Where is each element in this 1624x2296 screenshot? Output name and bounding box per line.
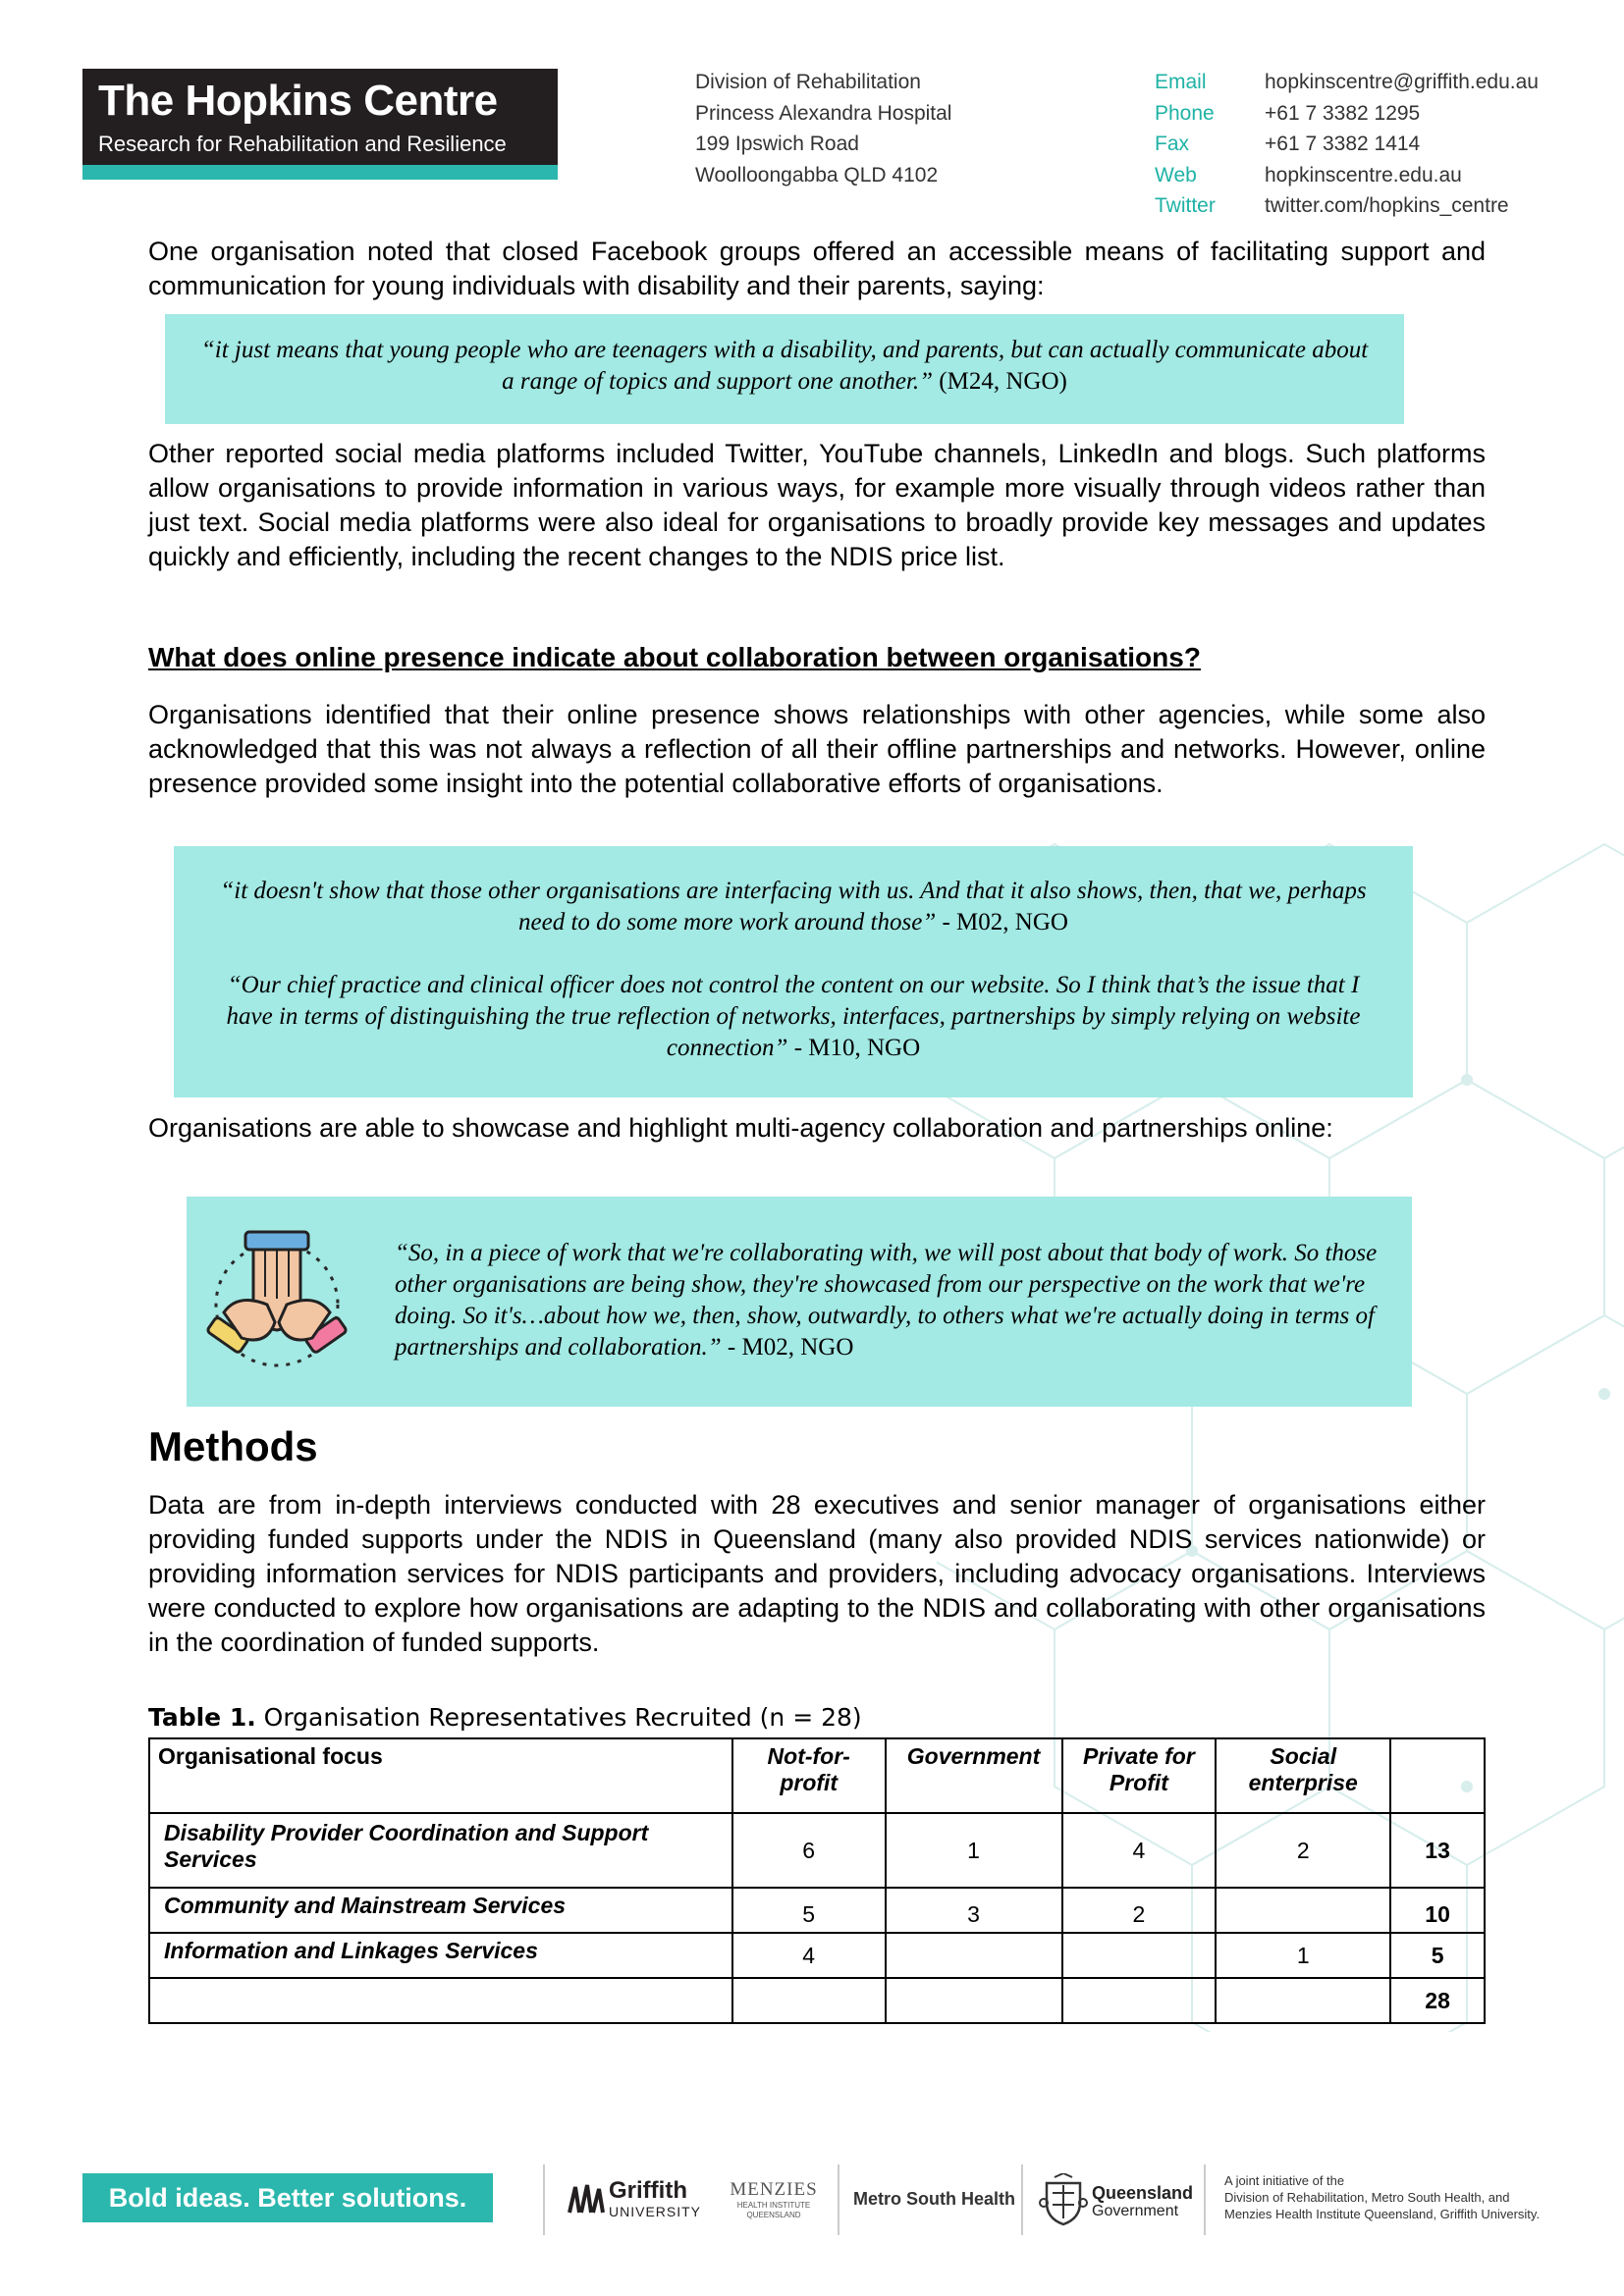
cell-government: 3 <box>886 1888 1062 1933</box>
contact-label-web: Web <box>1155 163 1197 187</box>
quote-box-2 <box>174 846 1413 1097</box>
quote-box-1 <box>165 314 1404 424</box>
footer-divider <box>838 2164 839 2235</box>
cell-not-for-profit: 4 <box>732 1933 886 1978</box>
menzies-subtext-2: QUEENSLAND <box>746 2211 801 2219</box>
quote-2b <box>174 938 1413 1064</box>
contact-label-phone: Phone <box>1155 101 1215 125</box>
queensland-wordmark: Queensland <box>1092 2183 1194 2203</box>
metro-south-logo: Metro South Health <box>853 2189 1015 2209</box>
contact-phone: +61 7 3382 1295 <box>1265 101 1421 125</box>
address-line: Princess Alexandra Hospital <box>695 101 952 125</box>
joint-line: Division of Rehabilitation, Metro South Health, and <box>1224 2190 1510 2205</box>
menzies-logo <box>727 2179 821 2220</box>
address-block <box>695 67 951 190</box>
row-label: Community and Mainstream Services <box>149 1888 732 1933</box>
table-caption <box>148 1703 862 1732</box>
footer-divider <box>1021 2164 1023 2235</box>
government-wordmark: Government <box>1092 2203 1179 2219</box>
paragraph-methods: Data are from in-depth interviews conducted with 28 executives and senior manager of organisations either providing funded supports under the NDIS in Queensland (many also provided NDIS services nationwide) or providing information services for NDIS participants and providers, including advocacy organisations. Interviews were conducted to explore how organisations are adapting to the NDIS and collaborating with other organisations in the coordination of funded supports. <box>148 1490 1486 1657</box>
logo-title: The Hopkins Centre <box>98 77 498 125</box>
cell-not-for-profit: 6 <box>732 1813 886 1888</box>
logo-stripe <box>82 165 558 180</box>
contact-fax: +61 7 3382 1414 <box>1265 133 1421 155</box>
quote-2a-text: “it doesn't show that those other organisations are interfacing with us. And that it also shows, then, that we, perhaps need to do some more work around those” <box>220 878 1367 935</box>
quote-1-text: “it just means that young people who are teenagers with a disability, and parents, but can actually communicate about a range of topics and support one another.” <box>200 337 1369 395</box>
griffith-emblem-icon <box>568 2181 605 2216</box>
footer-divider <box>543 2164 545 2235</box>
table-row <box>149 1933 1485 1978</box>
address-line: 199 Ipswich Road <box>695 133 859 155</box>
table-row <box>149 1813 1485 1888</box>
griffith-wordmark: Griffith <box>609 2177 687 2204</box>
table-row <box>149 1978 1485 2023</box>
cell-total: 5 <box>1390 1933 1485 1978</box>
paragraph-facebook: One organisation noted that closed Facebook groups offered an accessible means of facilitating support and communication for young individuals with disability and their parents, saying: <box>148 237 1486 300</box>
cell-social-enterprise: 2 <box>1216 1813 1390 1888</box>
section-heading-collaboration: What does online presence indicate about collaboration between organisations? <box>148 642 1201 672</box>
quote-3-attribution: - M02, NGO <box>727 1334 854 1361</box>
table-caption-label: Table 1. <box>148 1703 256 1732</box>
hands-together-icon <box>198 1220 355 1377</box>
queensland-government-logo <box>1039 2171 1194 2230</box>
paragraph-online-presence: Organisations identified that their online presence shows relationships with other agencies, while some also acknowledged that this was not always a reflection of all their offline partnerships and networks. However, online presence provided some insight into the potential collaborative efforts of organisations. <box>148 700 1486 798</box>
header-not-for-profit: Not-for-profit <box>732 1738 886 1813</box>
paragraph-showcase: Organisations are able to showcase and highlight multi-agency collaboration and partnerships online: <box>148 1113 1333 1143</box>
row-label: Information and Linkages Services <box>149 1933 732 1978</box>
address-line: Woolloongabba QLD 4102 <box>695 163 939 187</box>
contact-twitter[interactable]: twitter.com/hopkins_centre <box>1265 194 1509 217</box>
cell-grand-total: 28 <box>1390 1978 1485 2023</box>
joint-line: Menzies Health Institute Queensland, Griffith University. <box>1224 2207 1541 2221</box>
cell-not-for-profit: 5 <box>732 1888 886 1933</box>
quote-2b-text: “Our chief practice and clinical officer does not control the content on our website. So I think that’s the issue that I have in terms of distinguishing the true reflection of networks, interfaces, partnerships by simply relying on website connection” <box>226 972 1361 1061</box>
cell-government: 1 <box>886 1813 1062 1888</box>
quote-2a-attribution: - M02, NGO <box>942 909 1068 935</box>
paragraph-social-media: Other reported social media platforms included Twitter, YouTube channels, LinkedIn and blogs. Such platforms allow organisations to provide information in various ways, for example more visually through videos rather than just text. Social media platforms were also ideal for organisations to broadly provide key messages and updates quickly and efficiently, including the recent changes to the NDIS price list. <box>148 439 1486 571</box>
quote-3 <box>395 1238 1386 1363</box>
queensland-crest-icon <box>1039 2173 1088 2226</box>
header-total <box>1390 1738 1485 1813</box>
row-label <box>149 1978 732 2023</box>
menzies-subtext: HEALTH INSTITUTE <box>736 2201 811 2210</box>
cell-total: 10 <box>1390 1888 1485 1933</box>
row-label: Disability Provider Coordination and Support Services <box>149 1813 732 1888</box>
cell-government <box>886 1978 1062 2023</box>
griffith-subtext: UNIVERSITY <box>609 2204 702 2219</box>
cell-private: 4 <box>1062 1813 1217 1888</box>
contact-email[interactable]: hopkinscentre@griffith.edu.au <box>1265 71 1539 93</box>
cell-total: 13 <box>1390 1813 1485 1888</box>
footer-slogan: Bold ideas. Better solutions. <box>82 2173 493 2222</box>
griffith-logo <box>568 2177 705 2226</box>
header-government: Government <box>886 1738 1062 1813</box>
quote-2a <box>174 846 1413 938</box>
cell-government <box>886 1933 1062 1978</box>
hopkins-logo <box>82 69 558 165</box>
header-social-enterprise: Social enterprise <box>1216 1738 1390 1813</box>
contact-label-twitter: Twitter <box>1155 194 1216 217</box>
logo-subtitle: Research for Rehabilitation and Resilience <box>98 132 507 156</box>
quote-1-attribution: (M24, NGO) <box>939 368 1067 395</box>
quote-1 <box>165 314 1404 398</box>
table-header-row <box>149 1738 1485 1813</box>
joint-initiative-text <box>1224 2172 1540 2222</box>
table-caption-text: Organisation Representatives Recruited (n = 28) <box>255 1703 862 1732</box>
contact-label-fax: Fax <box>1155 133 1190 155</box>
contact-label-email: Email <box>1155 71 1207 93</box>
methods-heading: Methods <box>148 1423 318 1469</box>
contact-web[interactable]: hopkinscentre.edu.au <box>1265 163 1462 187</box>
cell-private <box>1062 1933 1217 1978</box>
quote-3-text: “So, in a piece of work that we're collaborating with, we will post about that body of work. So those other organisations are being show, they're showcased from our perspective on the work that we're doing. So it's…about how we, then, show, outwardly, to others what we're actually doing in terms of partnerships and collaboration.” <box>395 1240 1378 1361</box>
table-row <box>149 1888 1485 1933</box>
quote-2b-attribution: - M10, NGO <box>793 1035 921 1061</box>
footer-divider <box>1204 2164 1206 2235</box>
header-org-focus: Organisational focus <box>149 1738 732 1813</box>
cell-not-for-profit <box>732 1978 886 2023</box>
quote-box-3 <box>187 1197 1412 1407</box>
cell-social-enterprise <box>1216 1978 1390 2023</box>
cell-private <box>1062 1978 1217 2023</box>
address-line: Division of Rehabilitation <box>695 71 921 93</box>
header-private: Private for Profit <box>1062 1738 1217 1813</box>
cell-private: 2 <box>1062 1888 1217 1933</box>
menzies-wordmark: MENZIES <box>730 2179 818 2200</box>
organisation-table <box>148 1737 1486 2024</box>
cell-social-enterprise <box>1216 1888 1390 1933</box>
joint-line: A joint initiative of the <box>1224 2173 1345 2188</box>
cell-social-enterprise: 1 <box>1216 1933 1390 1978</box>
